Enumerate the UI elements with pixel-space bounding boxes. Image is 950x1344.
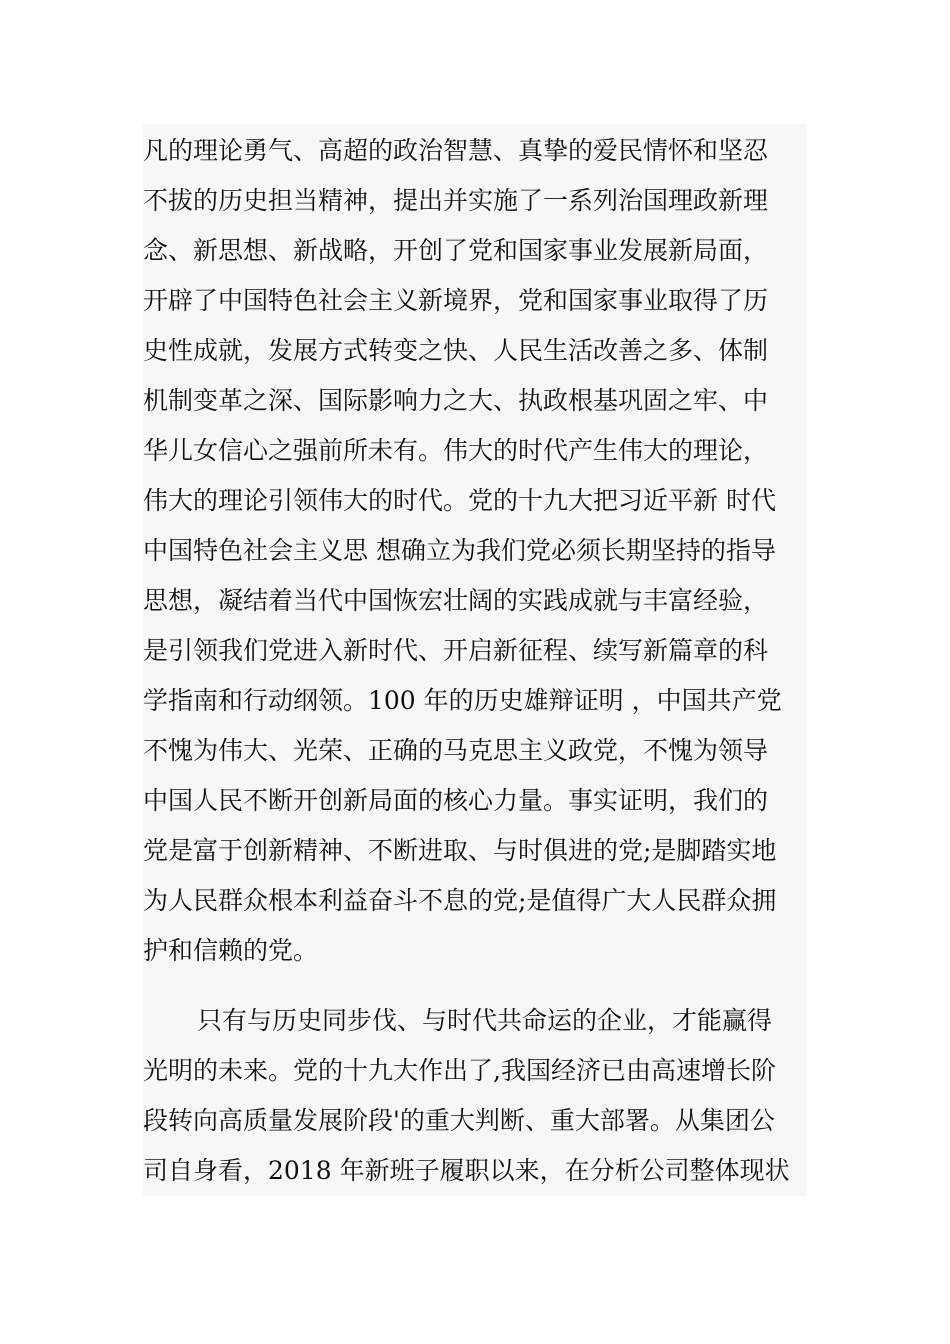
- text-line: 伟大的理论引领伟大的时代。党的十九大把习近平新 时代: [143, 486, 776, 515]
- text-line: 念、新思想、新战略，开创了党和国家事业发展新局面，: [143, 236, 769, 265]
- text-line: 不拔的历史担当精神，提出并实施了一系列治国理政新理: [143, 186, 769, 215]
- text-line: 为人民群众根本利益奋斗不息的党;是值得广大人民群众拥: [143, 886, 777, 915]
- text-line: 史性成就，发展方式转变之快、人民生活改善之多、体制: [143, 336, 769, 365]
- text-line: 学指南和行动纲领。100 年的历史雄辩证明 ，中国共产党: [143, 686, 782, 715]
- text-line: 机制变革之深、国际影响力之大、执政根基巩固之牢、中: [143, 386, 769, 415]
- text-line: 是引领我们党进入新时代、开启新征程、续写新篇章的科: [143, 636, 769, 665]
- document-body: [143, 124, 807, 1196]
- text-line: 中国人民不断开创新局面的核心力量。事实证明，我们的: [143, 786, 769, 815]
- text-line: 光明的未来。党的十九大作出了,我国经济已由高速增长阶: [143, 1056, 776, 1085]
- text-line: 护和信赖的党。: [143, 936, 319, 965]
- text-line: 段转向高质量发展阶段'的重大判断、重大部署。从集团公: [143, 1106, 775, 1135]
- text-line: 只有与历史同步伐、与时代共命运的企业，才能赢得: [197, 1006, 773, 1035]
- text-line: 凡的理论勇气、高超的政治智慧、真挚的爱民情怀和坚忍: [143, 136, 769, 165]
- text-line: 司自身看，2018 年新班子履职以来，在分析公司整体现状: [143, 1156, 790, 1185]
- text-line: 思想，凝结着当代中国恢宏壮阔的实践成就与丰富经验，: [143, 586, 769, 615]
- text-line: 华儿女信心之强前所未有。伟大的时代产生伟大的理论，: [143, 436, 769, 465]
- text-line: 党是富于创新精神、不断进取、与时俱进的党;是脚踏实地: [143, 836, 777, 865]
- text-line: 开辟了中国特色社会主义新境界，党和国家事业取得了历: [143, 286, 769, 315]
- text-line: 中国特色社会主义思 想确立为我们党必须长期坚持的指导: [143, 536, 776, 565]
- text-line: 不愧为伟大、光荣、正确的马克思主义政党，不愧为领导: [143, 736, 769, 765]
